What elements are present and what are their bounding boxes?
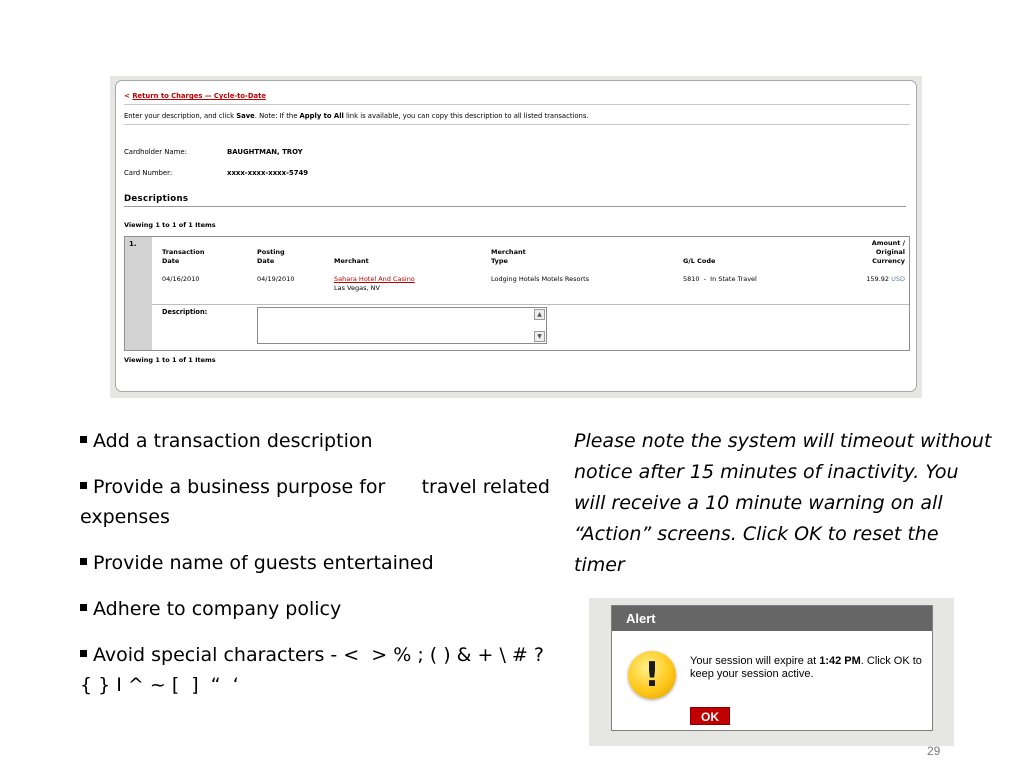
scroll-up-arrow-icon[interactable]: ▲ xyxy=(534,309,545,320)
instructions-part-2: . Note: If the xyxy=(254,112,300,120)
posting-date: 04/19/2010 xyxy=(257,275,295,283)
alert-message: Your session will expire at 1:42 PM. Click OK to keep your session active. xyxy=(690,655,922,680)
header-merchant-type: Merchant Type xyxy=(491,248,526,265)
cropped-title-remnant xyxy=(338,70,758,80)
descriptions-heading: Descriptions xyxy=(124,194,906,207)
cardholder-name-row xyxy=(124,148,303,156)
transaction-date: 04/16/2010 xyxy=(162,275,200,283)
cardholder-name-label: Cardholder Name: xyxy=(124,148,187,156)
back-navigation xyxy=(124,91,910,105)
amount-value: 159.92 xyxy=(866,275,890,283)
screenshot-panel xyxy=(110,76,922,398)
header-amount: Amount / Original Currency xyxy=(871,239,905,265)
square-bullet-icon xyxy=(80,482,87,489)
description-textarea[interactable] xyxy=(257,307,547,344)
return-to-charges-link[interactable]: Return to Charges — Cycle-to-Date xyxy=(132,92,266,100)
bullet-item: Adhere to company policy xyxy=(80,594,555,624)
alert-screenshot xyxy=(589,598,954,746)
merchant-cell xyxy=(334,275,415,293)
header-transaction-date: Transaction Date xyxy=(162,248,205,265)
session-alert-dialog xyxy=(611,605,933,731)
descriptions-window xyxy=(115,80,917,392)
instructions-apply-all: Apply to All xyxy=(299,112,344,120)
alert-title: Alert xyxy=(612,606,932,631)
viewing-count-bottom: Viewing 1 to 1 of 1 Items xyxy=(124,356,216,364)
bullet-item: Add a transaction description xyxy=(80,426,555,456)
square-bullet-icon xyxy=(80,650,87,657)
header-posting-date: Posting Date xyxy=(257,248,285,265)
bullet-item: Provide a business purpose for travel related expenses xyxy=(80,476,556,528)
merchant-type: Lodging Hotels Motels Resorts xyxy=(491,275,590,283)
alert-expire-time: 1:42 PM xyxy=(819,655,861,667)
bullet-item: Avoid special characters - < > % ; ( ) & + \ # ? { } I ^ ~ [ ] “ ‘ xyxy=(80,644,551,696)
back-arrow-icon: < xyxy=(124,91,131,100)
merchant-name-link[interactable]: Sahara Hotel And Casino xyxy=(334,275,415,283)
transaction-row xyxy=(152,237,909,305)
instructions-part-1: Enter your description, and click xyxy=(124,112,237,120)
exclamation-icon: ! xyxy=(628,651,676,699)
page-number: 29 xyxy=(927,744,941,758)
instructions-part-3: link is available, you can copy this description to all listed transactions. xyxy=(343,112,589,120)
viewing-count-top: Viewing 1 to 1 of 1 Items xyxy=(124,221,216,229)
card-number-row xyxy=(124,169,308,177)
timeout-note: Please note the system will timeout without notice after 15 minutes of inactivity. You will receive a 10 minute warning on all “Action” screens. Click OK to reset the timer xyxy=(574,430,992,576)
description-label: Description: xyxy=(162,308,208,316)
square-bullet-icon xyxy=(80,604,87,611)
card-number-label: Card Number: xyxy=(124,169,173,177)
instructions-save: Save xyxy=(236,112,255,120)
bullet-list xyxy=(80,426,555,716)
transaction-number: 1. xyxy=(125,237,152,350)
square-bullet-icon xyxy=(80,558,87,565)
merchant-location: Las Vegas, NV xyxy=(334,284,380,292)
scroll-down-arrow-icon[interactable]: ▼ xyxy=(534,331,545,342)
gl-code: 5810 - In State Travel xyxy=(683,275,757,283)
transaction-table xyxy=(124,236,910,351)
bullet-item: Provide name of guests entertained xyxy=(80,548,555,578)
card-number-value: xxxx-xxxx-xxxx-5749 xyxy=(227,169,309,177)
header-merchant: Merchant xyxy=(334,257,369,265)
instructions-text xyxy=(124,109,910,125)
cardholder-name-value: BAUGHTMAN, TROY xyxy=(227,148,303,156)
amount-cell xyxy=(866,275,905,283)
header-gl-code: G/L Code xyxy=(683,257,716,265)
ok-button[interactable]: OK xyxy=(690,707,730,725)
currency-code: USD xyxy=(891,275,905,283)
square-bullet-icon xyxy=(80,436,87,443)
